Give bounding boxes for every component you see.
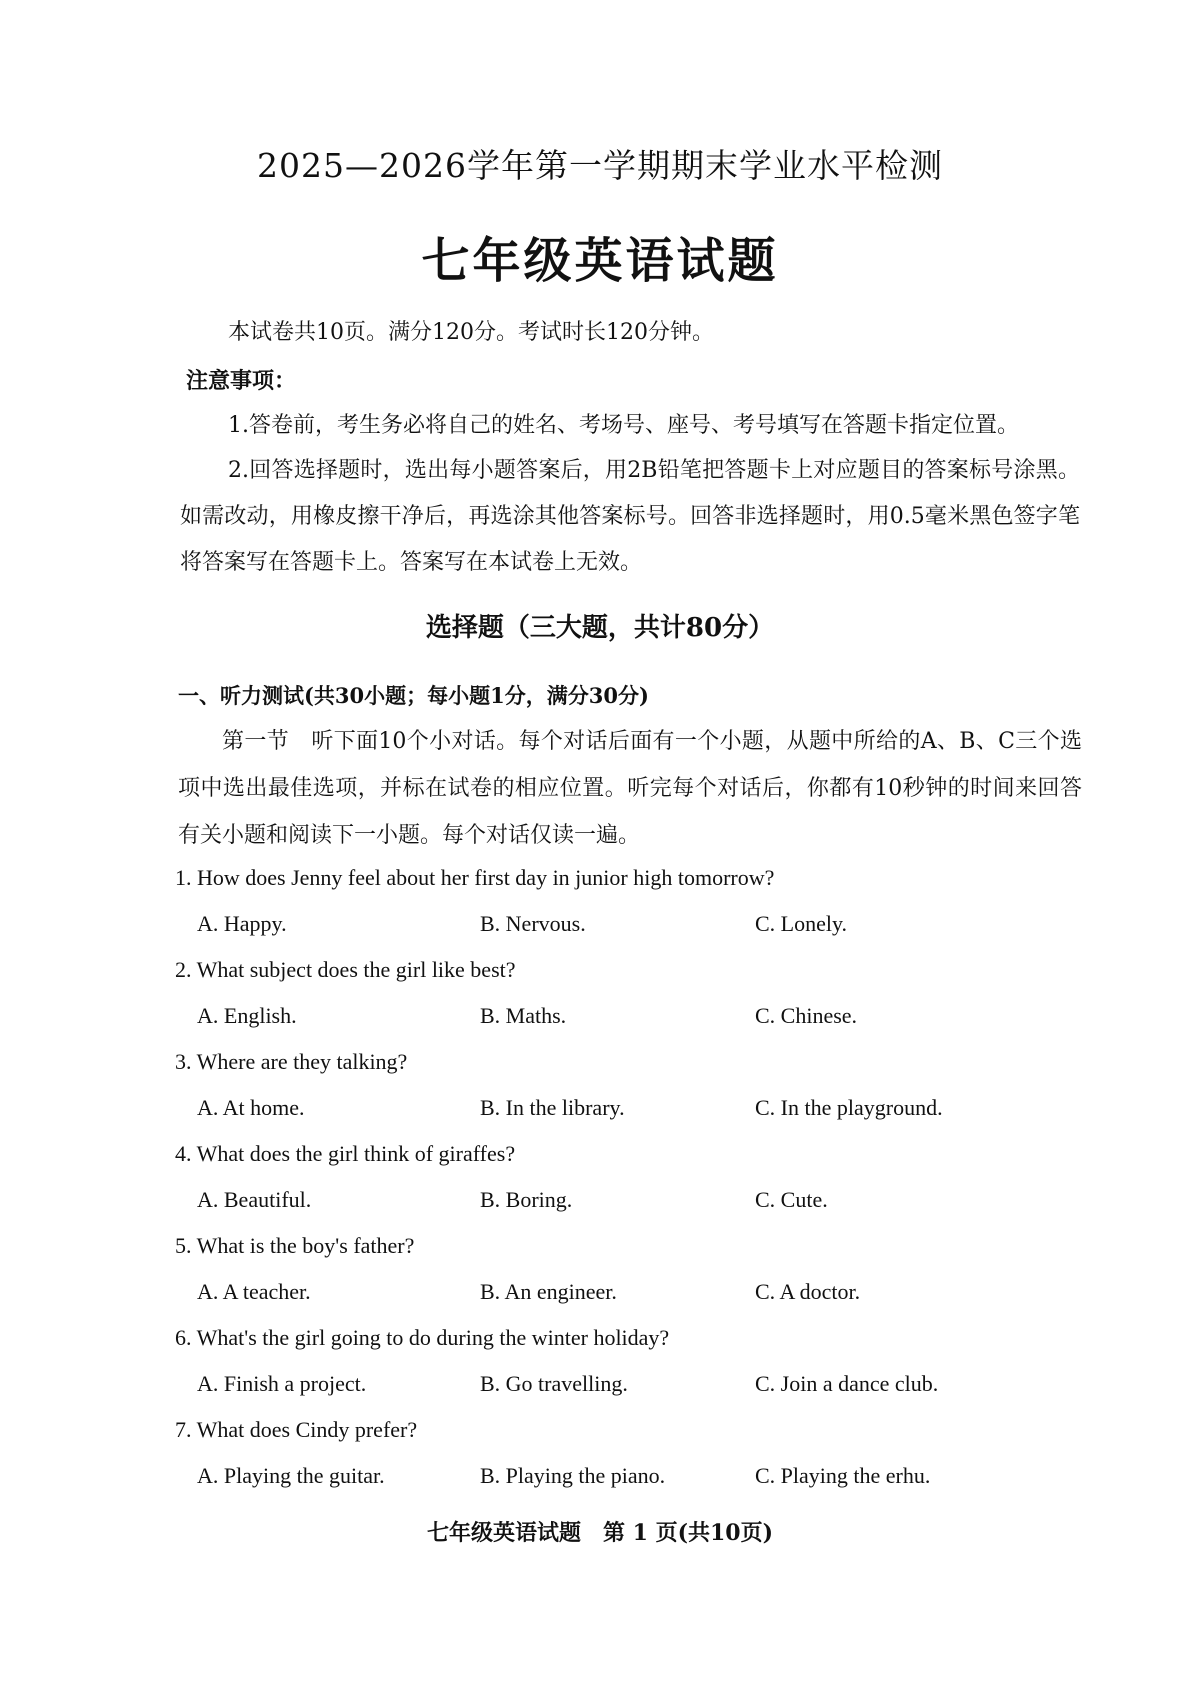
section-heading: 选择题（三大题，共计80分） xyxy=(425,613,775,643)
option-a: A. Finish a project. xyxy=(197,1371,367,1396)
question-stem: 2. What subject does the girl like best? xyxy=(175,957,516,982)
option-b: B. Playing the piano. xyxy=(480,1463,666,1488)
option-c: C. A doctor. xyxy=(755,1279,861,1304)
notice-heading: 注意事项： xyxy=(186,368,297,394)
exam-subtitle: 2025—2026学年第一学期期末学业水平检测 xyxy=(257,146,943,185)
part-instruction: 第一节 听下面10个小对话。每个对话后面有一个小题，从题中所给的A、B、C三个选项中选出最佳选项，并标在试卷的相应位置。听完每个对话后，你都有10秒钟的时间来回答有关小题和阅读下一小题。每个对话仅读一遍。 xyxy=(178,729,1082,848)
option-b: B. In the library. xyxy=(480,1095,625,1120)
question-stem: 3. Where are they talking? xyxy=(175,1049,408,1074)
question-list xyxy=(175,865,1115,1509)
option-a: A. Happy. xyxy=(197,911,287,936)
option-c: C. Playing the erhu. xyxy=(755,1463,931,1488)
question-stem: 4. What does the girl think of giraffes? xyxy=(175,1141,516,1166)
question-item xyxy=(175,1233,1115,1325)
option-b: B. An engineer. xyxy=(480,1279,617,1304)
question-stem: 5. What is the boy's father? xyxy=(175,1233,415,1258)
option-a: A. English. xyxy=(197,1003,297,1028)
option-a: A. Playing the guitar. xyxy=(197,1463,385,1488)
option-c: C. Join a dance club. xyxy=(755,1371,939,1396)
option-b: B. Nervous. xyxy=(480,911,586,936)
question-item xyxy=(175,1049,1115,1141)
option-c: C. In the playground. xyxy=(755,1095,943,1120)
question-stem: 6. What's the girl going to do during the winter holiday? xyxy=(175,1325,670,1350)
question-item xyxy=(175,1417,1115,1509)
option-b: B. Maths. xyxy=(480,1003,567,1028)
exam-title: 七年级英语试题 xyxy=(421,233,779,289)
question-stem: 1. How does Jenny feel about her first day in junior high tomorrow? xyxy=(175,865,775,890)
option-c: C. Chinese. xyxy=(755,1003,858,1028)
option-c: C. Lonely. xyxy=(755,911,848,936)
option-b: B. Go travelling. xyxy=(480,1371,628,1396)
question-item xyxy=(175,957,1115,1049)
notice-item: 2.回答选择题时，选出每小题答案后，用2B铅笔把答题卡上对应题目的答案标号涂黑。如需改动，用橡皮擦干净后，再选涂其他答案标号。回答非选择题时，用0.5毫米黑色签字笔将答案写在答题卡上。答案写在本试卷上无效。 xyxy=(180,458,1080,575)
option-c: C. Cute. xyxy=(755,1187,828,1212)
question-item xyxy=(175,1141,1115,1233)
question-item xyxy=(175,1325,1115,1417)
option-b: B. Boring. xyxy=(480,1187,573,1212)
page-footer: 七年级英语试题 第 1 页(共10页) xyxy=(426,1520,774,1546)
question-stem: 7. What does Cindy prefer? xyxy=(175,1417,418,1442)
part-heading: 一、听力测试(共30小题；每小题1分，满分30分) xyxy=(178,683,649,708)
option-a: A. A teacher. xyxy=(197,1279,311,1304)
exam-intro: 本试卷共10页。满分120分。考试时长120分钟。 xyxy=(228,320,714,345)
option-a: A. At home. xyxy=(197,1095,305,1120)
notice-item: 1.答卷前，考生务必将自己的姓名、考场号、座号、考号填写在答题卡指定位置。 xyxy=(228,413,1019,438)
option-a: A. Beautiful. xyxy=(197,1187,312,1212)
question-item xyxy=(175,865,1115,957)
